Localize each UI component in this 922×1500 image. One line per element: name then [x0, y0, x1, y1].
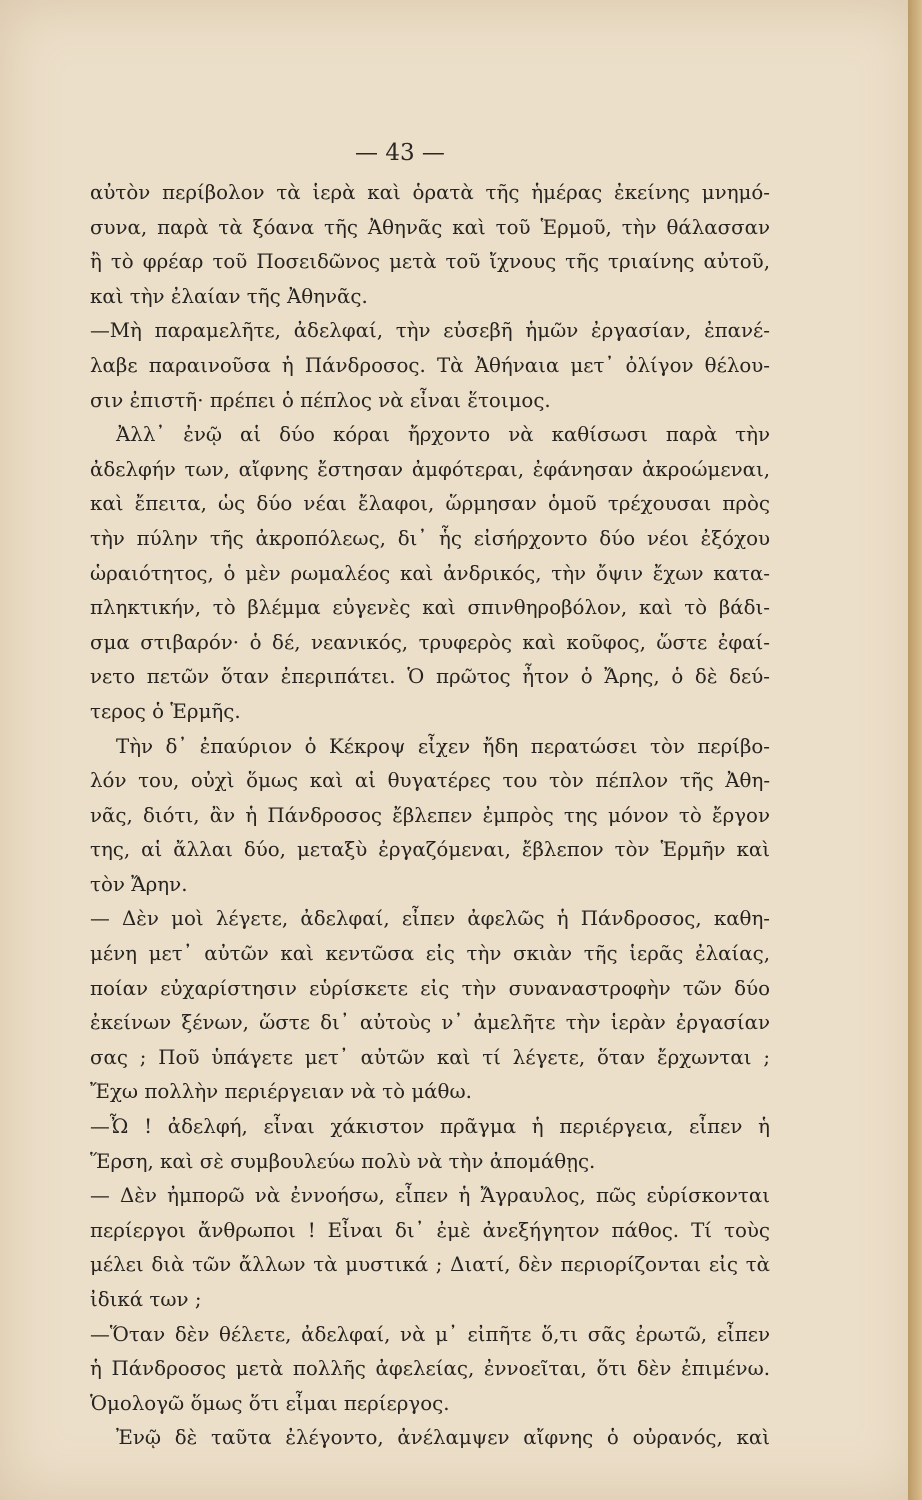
text-line: σιν ἐπιστῆ· πρέπει ὁ πέπλος νὰ εἶναι ἕτοιμος. — [90, 388, 551, 412]
text-line: αὐτὸν περίβολον τὰ ἱερὰ καὶ ὁρατὰ τῆς ἡμέρας ἐκείνης μνημό- — [90, 181, 770, 204]
text-line: Ἔχω πολλὴν περιέργειαν νὰ τὸ μάθω. — [90, 1080, 472, 1104]
text-line: σμα στιβαρόν· ὁ δέ, νεανικός, τρυφερὸς καὶ κοῦφος, ὥστε ἐφαί- — [90, 630, 770, 654]
text-line: της, αἱ ἄλλαι δύο, μεταξὺ ἐργαζόμεναι, ἔβλεπον τὸν Ἑρμῆν καὶ — [90, 838, 770, 862]
text-line: Τὴν δ᾽ ἐπαύριον ὁ Κέκροψ εἶχεν ἤδη περατώσει τὸν περίβο- — [116, 734, 770, 758]
text-line: ἰδικά των ; — [90, 1288, 202, 1311]
text-line: λαβε παραινοῦσα ἡ Πάνδροσος. Τὰ Ἀθήναια μετ᾽ ὀλίγον θέλου- — [90, 353, 770, 377]
page-edge — [908, 0, 922, 1500]
text-line: σας ; Ποῦ ὑπάγετε μετ᾽ αὐτῶν καὶ τί λέγετε, ὅταν ἔρχωνται ; — [90, 1045, 770, 1069]
text-line: περίεργοι ἄνθρωποι ! Εἶναι δι᾽ ἐμὲ ἀνεξήγητον πάθος. Τί τοὺς — [90, 1218, 770, 1242]
text-line: ἡ Πάνδροσος μετὰ πολλῆς ἀφελείας, ἐννοεῖται, ὅτι δὲν ἐπιμένω. — [90, 1357, 770, 1381]
text-line: τὴν πύλην τῆς ἀκροπόλεως, δι᾽ ἧς εἰσήρχοντο δύο νέοι ἐξόχου — [90, 526, 770, 550]
text-line: λόν του, οὐχὶ ὅμως καὶ αἱ θυγατέρες του τὸν πέπλον τῆς Ἀθη- — [90, 769, 770, 793]
text-line: ἐκείνων ξένων, ὥστε δι᾽ αὐτοὺς ν᾽ ἀμελῆτε τὴν ἱερὰν ἐργασίαν — [90, 1011, 770, 1035]
text-line: πληκτικήν, τὸ βλέμμα εὐγενὲς καὶ σπινθηροβόλον, καὶ τὸ βάδι- — [90, 596, 770, 620]
text-line: μέλει διὰ τῶν ἄλλων τὰ μυστικά ; Διατί, δὲν περιορίζονται εἰς τὰ — [90, 1253, 770, 1277]
text-line: νᾶς, διότι, ἂν ἡ Πάνδροσος ἔβλεπεν ἐμπρὸς της μόνον τὸ ἔργον — [90, 803, 770, 827]
text-line: μένη μετ᾽ αὐτῶν καὶ κεντῶσα εἰς τὴν σκιὰν τῆς ἱερᾶς ἐλαίας, — [90, 942, 770, 966]
text-line: τὸν Ἄρην. — [90, 872, 188, 896]
text-line: —Μὴ παραμελῆτε, ἀδελφαί, τὴν εὐσεβῆ ἡμῶν ἐργασίαν, ἐπανέ- — [90, 319, 770, 343]
text-line: ἢ τὸ φρέαρ τοῦ Ποσειδῶνος μετὰ τοῦ ἴχνους τῆς τριαίνης αὐτοῦ, — [90, 250, 770, 274]
text-line: — Δὲν ἠμπορῶ νὰ ἐννοήσω, εἶπεν ἡ Ἄγραυλος, πῶς εὑρίσκονται — [90, 1184, 770, 1208]
text-line: ἀδελφήν των, αἴφνης ἔστησαν ἀμφότεραι, ἐφάνησαν ἀκροώμεναι, — [90, 457, 770, 481]
text-line: Ἕρση, καὶ σὲ συμβουλεύω πολὺ νὰ τὴν ἀπομάθῃς. — [90, 1149, 596, 1173]
text-line: ὡραιότητος, ὁ μὲν ρωμαλέος καὶ ἀνδρικός, τὴν ὄψιν ἔχων κατα- — [90, 561, 770, 585]
body-text — [90, 176, 770, 1456]
page-number: — 43 — — [355, 140, 445, 166]
text-line: νετο πετῶν ὅταν ἐπεριπάτει. Ὁ πρῶτος ἦτον ὁ Ἄρης, ὁ δὲ δεύ- — [90, 665, 770, 689]
text-line: Ἀλλ᾽ ἐνῷ αἱ δύο κόραι ἤρχοντο νὰ καθίσωσι παρὰ τὴν — [116, 423, 770, 447]
text-line: Ὁμολογῶ ὅμως ὅτι εἶμαι περίεργος. — [90, 1391, 450, 1415]
text-line: τερος ὁ Ἑρμῆς. — [90, 699, 241, 723]
text-line: καὶ ἔπειτα, ὡς δύο νέαι ἔλαφοι, ὥρμησαν ὁμοῦ τρέχουσαι πρὸς — [90, 492, 770, 516]
text-line: Ἐνῷ δὲ ταῦτα ἐλέγοντο, ἀνέλαμψεν αἴφνης ὁ οὐρανός, καὶ — [116, 1426, 770, 1450]
text-line: —Ὦ ! ἀδελφή, εἶναι χάκιστον πρᾶγμα ἡ περιέργεια, εἶπεν ἡ — [90, 1115, 770, 1139]
text-line: ποίαν εὐχαρίστησιν εὑρίσκετε εἰς τὴν συναναστροφὴν τῶν δύο — [90, 976, 770, 1000]
text-line: —Ὅταν δὲν θέλετε, ἀδελφαί, νὰ μ᾽ εἰπῆτε ὅ,τι σᾶς ἐρωτῶ, εἶπεν — [90, 1322, 770, 1346]
text-line: καὶ τὴν ἐλαίαν τῆς Ἀθηνᾶς. — [90, 284, 368, 308]
text-line: — Δὲν μοὶ λέγετε, ἀδελφαί, εἶπεν ἀφελῶς ἡ Πάνδροσος, καθη- — [90, 907, 770, 931]
text-line: συνα, παρὰ τὰ ξόανα τῆς Ἀθηνᾶς καὶ τοῦ Ἑρμοῦ, τὴν θάλασσαν — [90, 215, 770, 239]
